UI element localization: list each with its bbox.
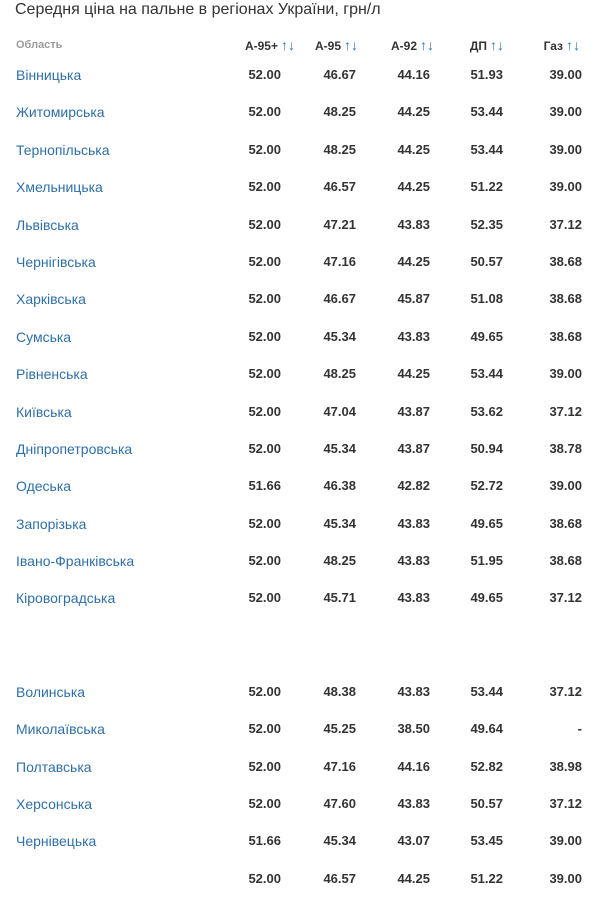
- price-a92: 43.83: [397, 683, 430, 699]
- price-gas: 37.12: [549, 683, 582, 699]
- price-a95: 45.25: [323, 721, 356, 737]
- price-diesel: 49.65: [470, 328, 503, 344]
- price-gas: 37.12: [549, 403, 582, 419]
- price-gas: 39.00: [549, 104, 582, 120]
- region-link[interactable]: Волинська: [16, 683, 86, 700]
- price-a92: 43.87: [397, 440, 430, 456]
- price-a95plus: 52.00: [248, 403, 281, 419]
- price-a95: 46.38: [323, 478, 356, 494]
- region-link[interactable]: Рівненська: [16, 366, 88, 383]
- price-a92: 43.83: [397, 328, 430, 344]
- price-a92: 43.83: [397, 216, 430, 232]
- table-row: [0, 131, 600, 168]
- price-diesel: 53.44: [470, 141, 503, 157]
- price-a92: 44.25: [397, 366, 430, 382]
- price-a95: 47.16: [323, 758, 356, 774]
- price-a92: 43.83: [397, 590, 430, 606]
- price-gas: 38.68: [549, 515, 582, 531]
- price-gas: 39.00: [549, 67, 582, 82]
- price-gas: 37.12: [549, 796, 582, 812]
- price-a95plus: 52.00: [248, 253, 281, 269]
- table-row: [0, 430, 600, 467]
- price-gas: 38.68: [549, 291, 582, 307]
- price-diesel: 53.44: [470, 683, 503, 699]
- table-body: [0, 56, 600, 897]
- sort-icon[interactable]: ↑↓: [490, 37, 504, 53]
- table-row: [0, 785, 600, 822]
- table-row: [0, 56, 600, 93]
- price-a95plus: 52.00: [248, 758, 281, 774]
- price-a92: 44.25: [397, 104, 430, 120]
- price-a95plus: 51.66: [248, 833, 281, 849]
- region-link[interactable]: Чернігівська: [16, 253, 96, 270]
- price-diesel: 49.64: [470, 721, 503, 737]
- price-diesel: 50.94: [470, 440, 503, 456]
- price-a95plus: 52.00: [248, 515, 281, 531]
- column-header-label: ДП: [469, 39, 487, 53]
- region-column-header: Область: [16, 39, 63, 51]
- region-link[interactable]: Кіровоградська: [16, 590, 116, 607]
- region-link[interactable]: Львівська: [16, 216, 79, 233]
- price-diesel: 52.82: [470, 758, 503, 774]
- column-header-diesel[interactable]: [470, 34, 504, 57]
- price-a95plus: 52.00: [248, 179, 281, 195]
- price-a95plus: 52.00: [248, 328, 281, 344]
- region-link[interactable]: Тернопільська: [16, 141, 110, 158]
- region-link[interactable]: Миколаївська: [16, 721, 105, 738]
- price-a95plus: 52.00: [248, 291, 281, 307]
- price-a92: 45.87: [397, 291, 430, 307]
- price-a95: 47.60: [323, 796, 356, 812]
- price-diesel: 53.44: [470, 366, 503, 382]
- price-diesel: 52.72: [470, 478, 503, 494]
- price-a92: 44.16: [397, 758, 430, 774]
- price-gas: 39.00: [549, 478, 582, 494]
- region-link[interactable]: Сумська: [16, 328, 72, 345]
- price-a92: 44.25: [397, 141, 430, 157]
- price-gas: 39.00: [549, 366, 582, 382]
- price-a95plus: 52.00: [248, 590, 281, 606]
- price-a95: 48.38: [323, 683, 356, 699]
- price-a95: 47.04: [323, 403, 356, 419]
- price-gas: 39.00: [549, 833, 582, 849]
- table-row: [0, 860, 600, 897]
- price-a95plus: 52.00: [248, 67, 281, 82]
- price-a95plus: 52.00: [248, 553, 281, 569]
- price-gas: 38.78: [549, 440, 582, 456]
- price-a92: 42.82: [397, 478, 430, 494]
- column-header-label: Газ: [543, 39, 563, 53]
- region-link[interactable]: Вінницька: [16, 67, 82, 83]
- table-row: [0, 318, 600, 355]
- price-a95: 48.25: [323, 104, 356, 120]
- price-gas: 37.12: [549, 216, 582, 232]
- region-link[interactable]: Івано-Франківська: [16, 553, 135, 570]
- price-diesel: 53.45: [470, 833, 503, 849]
- table-row: [0, 280, 600, 317]
- price-gas: 38.68: [549, 328, 582, 344]
- price-a95: 45.34: [323, 515, 356, 531]
- price-a92: 43.87: [397, 403, 430, 419]
- price-a95plus: 52.00: [248, 683, 281, 699]
- price-a95plus: 52.00: [248, 366, 281, 382]
- price-diesel: 53.44: [470, 104, 503, 120]
- price-diesel: 51.22: [470, 870, 503, 886]
- price-a95: 48.25: [323, 553, 356, 569]
- price-a92: 43.83: [397, 796, 430, 812]
- region-link[interactable]: Київська: [16, 403, 72, 420]
- column-header-label: А-95: [314, 39, 341, 53]
- price-diesel: 51.93: [470, 67, 503, 82]
- price-gas: 39.00: [549, 179, 582, 195]
- sort-icon[interactable]: ↑↓: [281, 37, 295, 53]
- sort-icon[interactable]: ↑↓: [420, 37, 434, 53]
- price-diesel: 50.57: [470, 796, 503, 812]
- price-a92: 44.16: [397, 67, 430, 82]
- column-header-a95[interactable]: [315, 34, 358, 57]
- price-gas: 38.68: [549, 253, 582, 269]
- price-gas: 37.12: [549, 590, 582, 606]
- table-row: [0, 542, 600, 579]
- price-diesel: 52.35: [470, 216, 503, 232]
- price-a95plus: 52.00: [248, 440, 281, 456]
- price-diesel: 51.08: [470, 291, 503, 307]
- price-a95: 48.25: [323, 141, 356, 157]
- column-header-label: А-92: [390, 39, 417, 53]
- price-diesel: 50.57: [470, 253, 503, 269]
- price-a92: 44.25: [397, 870, 430, 886]
- region-link[interactable]: Дніпропетровська: [16, 440, 133, 457]
- price-gas: 39.00: [549, 870, 582, 886]
- price-a92: 43.07: [397, 833, 430, 849]
- price-a95: 45.71: [323, 590, 356, 606]
- price-gas: -: [577, 721, 582, 737]
- region-link[interactable]: Полтавська: [16, 758, 92, 775]
- table-row: [0, 355, 600, 392]
- price-a95: 46.67: [323, 291, 356, 307]
- table-row: [0, 168, 600, 205]
- price-a95plus: 52.00: [248, 721, 281, 737]
- region-link[interactable]: Одеська: [16, 478, 72, 495]
- table-spacer: [0, 617, 600, 673]
- price-gas: 39.00: [549, 141, 582, 157]
- region-link[interactable]: Запорізька: [16, 515, 87, 532]
- price-a95plus: 52.00: [248, 870, 281, 886]
- price-a95: 47.16: [323, 253, 356, 269]
- table-row: [0, 505, 600, 542]
- price-a95: 45.34: [323, 328, 356, 344]
- price-a92: 38.50: [397, 721, 430, 737]
- table-row: [0, 748, 600, 785]
- price-a95plus: 52.00: [248, 141, 281, 157]
- price-a95plus: 52.00: [248, 104, 281, 120]
- table-row: [0, 673, 600, 710]
- price-a92: 43.83: [397, 553, 430, 569]
- price-diesel: 49.65: [470, 590, 503, 606]
- price-diesel: 49.65: [470, 515, 503, 531]
- price-a95: 47.21: [323, 216, 356, 232]
- price-diesel: 51.22: [470, 179, 503, 195]
- table-row: [0, 93, 600, 130]
- column-header-a92[interactable]: [391, 34, 434, 57]
- price-gas: 38.68: [549, 553, 582, 569]
- price-diesel: 51.95: [470, 553, 503, 569]
- table-row: [0, 579, 600, 616]
- price-a95plus: 52.00: [248, 796, 281, 812]
- price-a95: 46.57: [323, 179, 356, 195]
- region-link[interactable]: Чернівецька: [16, 833, 97, 850]
- table-row: [0, 710, 600, 747]
- column-header-gas[interactable]: [544, 34, 580, 57]
- table-header: [0, 34, 600, 56]
- price-a95: 48.25: [323, 366, 356, 382]
- region-link[interactable]: Житомирська: [16, 104, 105, 121]
- price-a92: 43.83: [397, 515, 430, 531]
- region-link[interactable]: Херсонська: [16, 796, 93, 813]
- page-title: Середня ціна на пальне в регіонах України, грн/л: [15, 1, 381, 18]
- price-a95: 45.34: [323, 440, 356, 456]
- table-row: [0, 243, 600, 280]
- price-a95: 46.67: [323, 67, 356, 82]
- price-a92: 44.25: [397, 253, 430, 269]
- table-row: [0, 467, 600, 504]
- price-gas: 38.98: [549, 758, 582, 774]
- price-a92: 44.25: [397, 179, 430, 195]
- sort-icon[interactable]: ↑↓: [566, 37, 580, 53]
- column-header-label: А-95+: [244, 39, 278, 53]
- table-row: [0, 822, 600, 859]
- price-a95: 46.57: [323, 870, 356, 886]
- sort-icon[interactable]: ↑↓: [344, 37, 358, 53]
- price-a95plus: 51.66: [248, 478, 281, 494]
- price-diesel: 53.62: [470, 403, 503, 419]
- price-a95plus: 52.00: [248, 216, 281, 232]
- price-a95: 45.34: [323, 833, 356, 849]
- region-link[interactable]: Хмельницька: [16, 179, 103, 196]
- table-row: [0, 206, 600, 243]
- region-link[interactable]: Харківська: [16, 291, 86, 308]
- table-row: [0, 393, 600, 430]
- column-header-a95plus[interactable]: [245, 34, 295, 57]
